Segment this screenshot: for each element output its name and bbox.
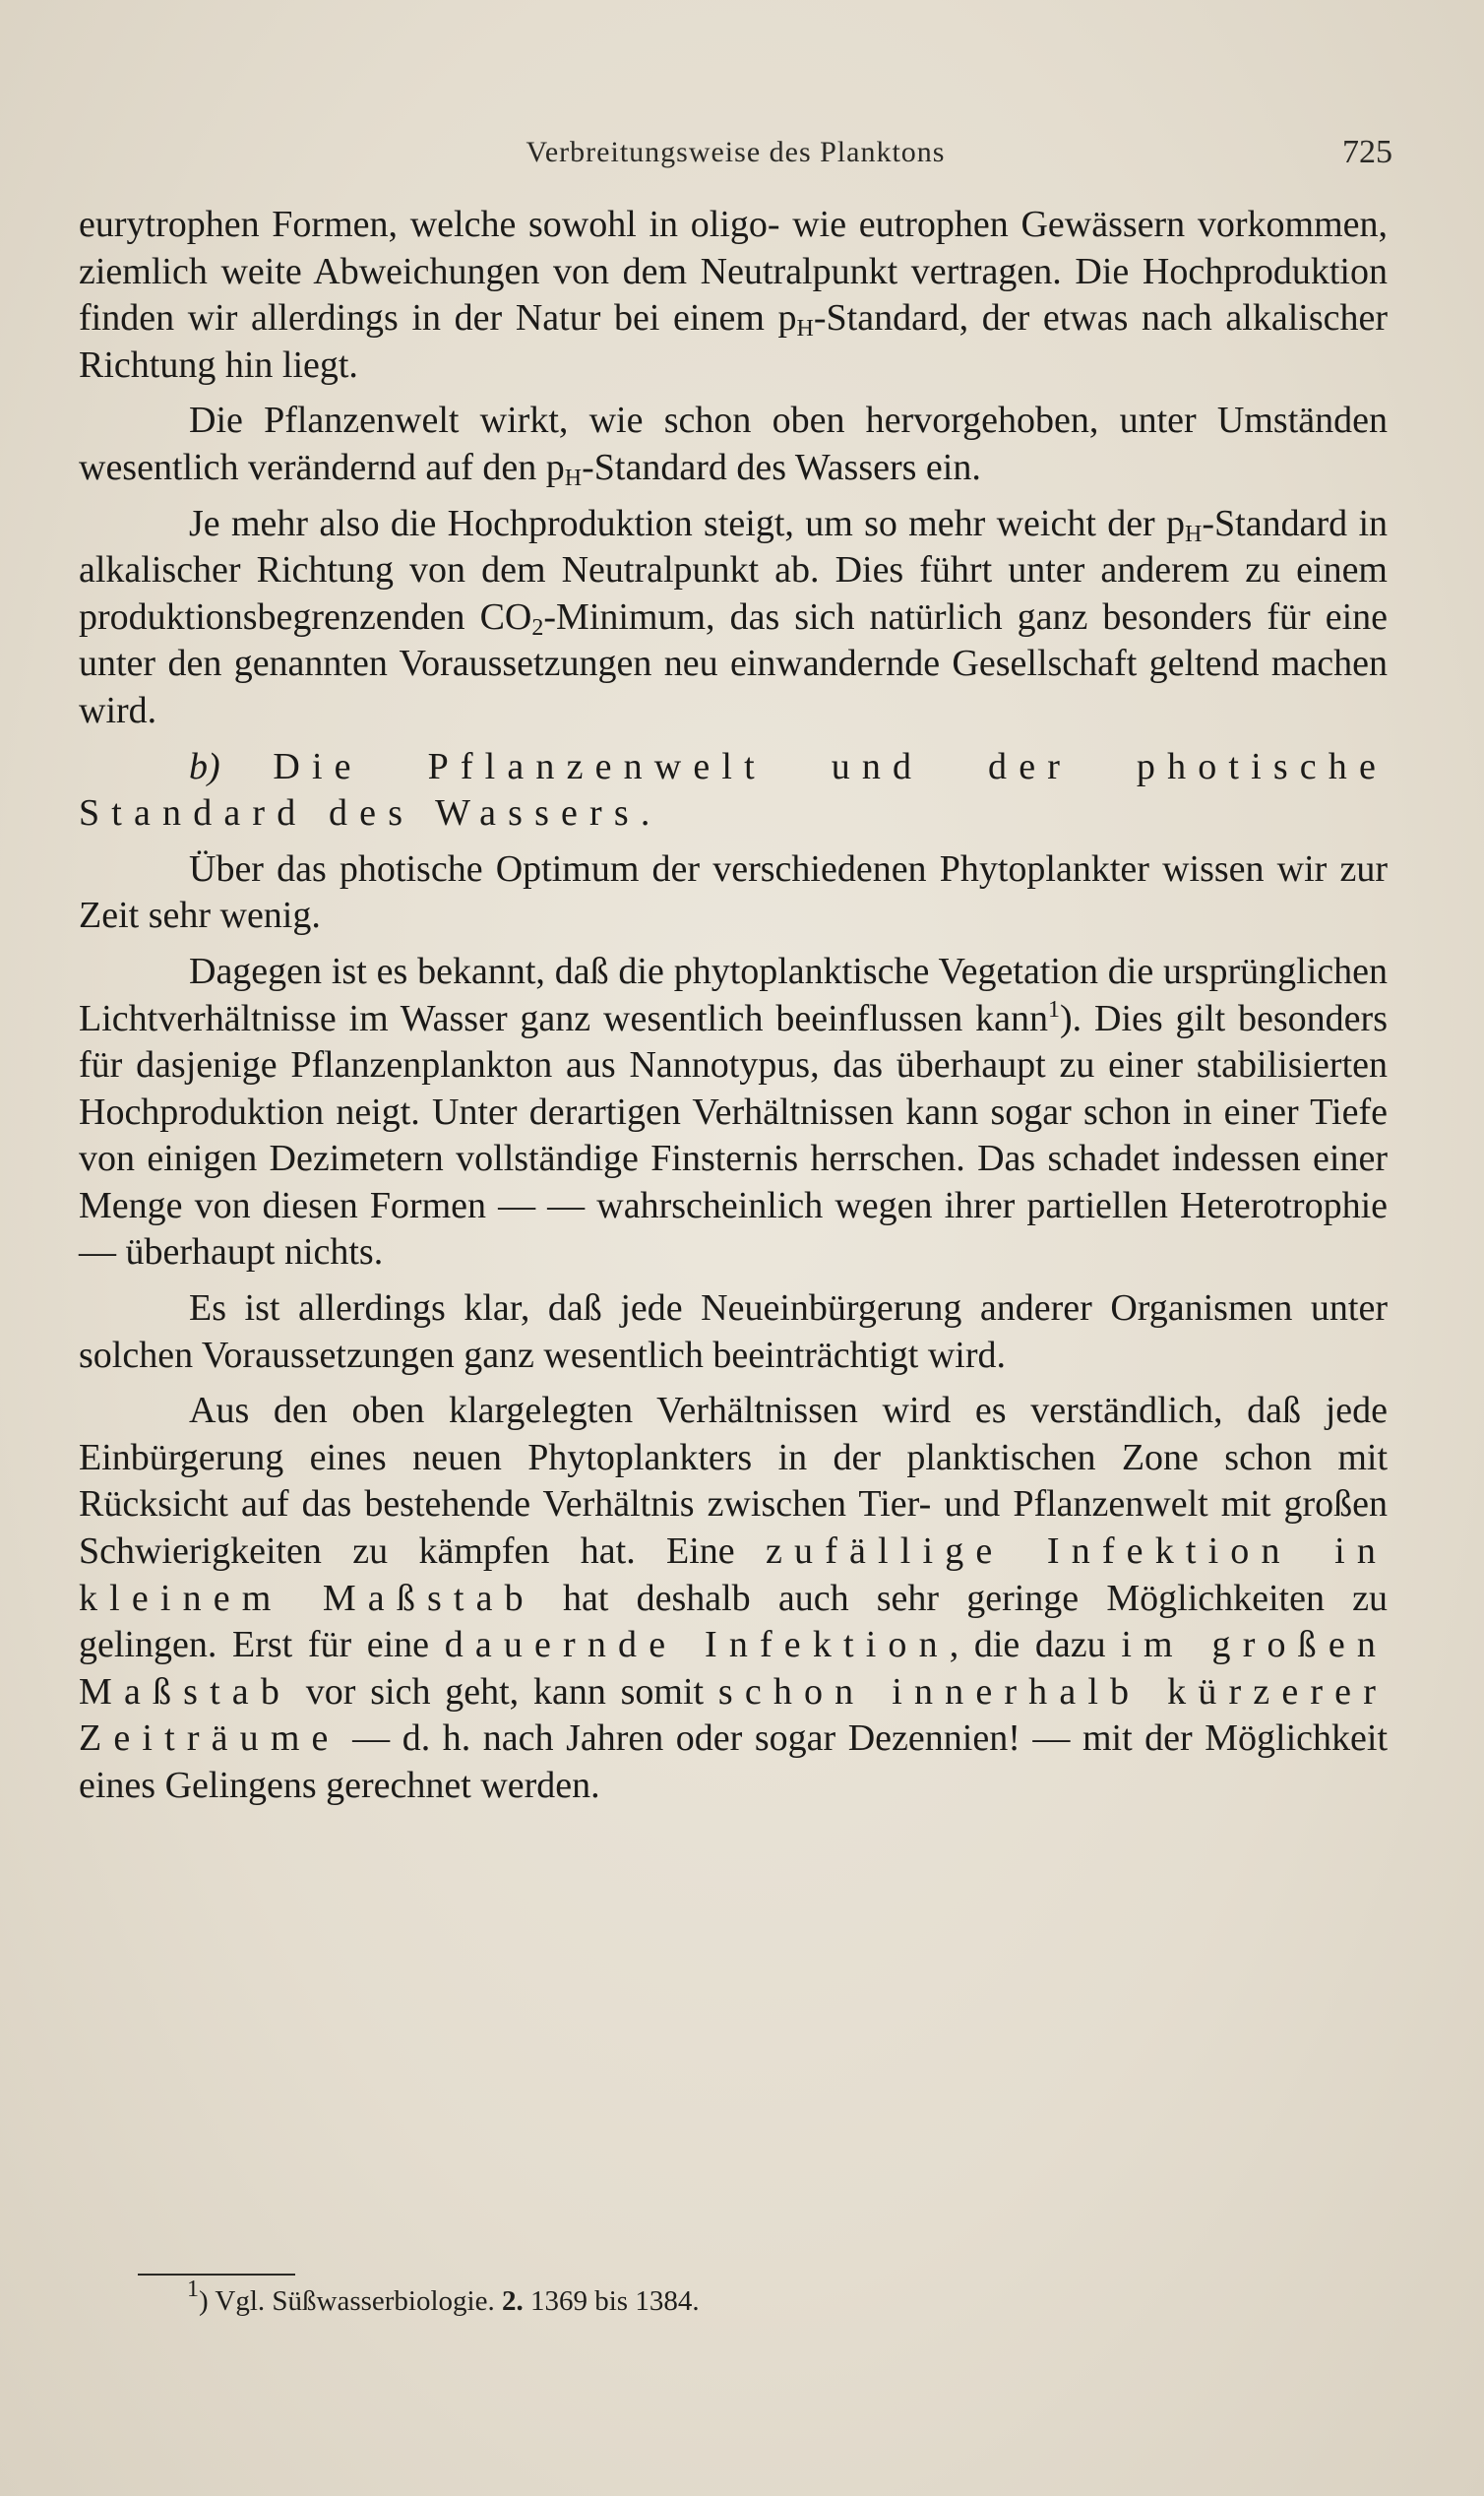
footnote-reference[interactable]: 1 [1048,996,1061,1023]
footnote-pages: 1369 bis 1384. [529,2285,700,2317]
co2-subscript: 2 [531,614,544,641]
emphasis-spaced: schon innerhalb kürzerer Zeiträume [79,1670,1389,1760]
footnote-text: Vgl. Süßwasserbiologie. [215,2285,495,2317]
paragraph-5: Dagegen ist es bekannt, daß die phytoplanktische Vegetation die ursprünglichen Lichtverhältnisse im Wasser ganz wesentlich beeinflussen kann$^1$). Dies gilt besonders für dasjenige Pflanzenplankton aus Nannotypus, das überhaupt zu einer stabilisierten Hochproduktion neigt. Unter derartigen Verhältnissen kann sogar schon in einer Tiefe von einigen Dezimetern vollständige Finsternis herrschen. Das schadet indessen einer Menge von diesen Formen — — wahrscheinlich wegen ihrer partiellen Heterotrophie — überhaupt nichts. [79,950,1388,1274]
paragraph-4: Über das photische Optimum der verschiedenen Phytoplankter wissen wir zur Zeit sehr wenig. [79,847,1388,937]
ph-symbol: $p_H$ [1166,502,1203,547]
paragraph-7: Aus den oben klargelegten Verhältnissen wird es verständlich, daß jede Einbürgerung eines neuen Phytoplankters in der planktischen Zone schon mit Rücksicht auf das bestehende Verhältnis zwischen Tier- und Pflanzenwelt mit großen Schwierigkeiten zu kämpfen hat. Eine zufällige Infektion in kleinem Maßstab hat deshalb auch sehr geringe Möglichkeiten zu gelingen. Erst für eine dauernde Infektion, die dazu im großen Maßstab vor sich geht, kann somit schon innerhalb kürzerer Zeiträume — d. h. nach Jahren oder sogar Dezennien! — mit der Möglichkeit eines Gelingens gerechnet werden. [79,1390,1389,1806]
emphasis-spaced: im großen Maßstab [79,1624,1389,1713]
ph-symbol: $p_H$ [777,297,814,343]
footnote-marker: 1 [187,2277,199,2302]
footnote-divider [138,2274,295,2276]
section-title: Die Pflanzenwelt und der photische Standard des Wassers. [79,745,1388,835]
page-header [79,128,1392,187]
running-head: Verbreitungsweise des Planktons [526,136,946,168]
emphasis-spaced: zufällige Infektion in kleinem Maßstab [79,1530,1388,1619]
paragraph-2: Die Pflanzenwelt wirkt, wie schon oben hervorgehoben, unter Umständen wesentlich verändernd auf den $p_H$-Standard des Wassers ein. [79,400,1388,491]
main-text [79,202,1388,1819]
section-marker: b) [189,745,220,787]
paragraph-1: eurytrophen Formen, welche sowohl in oligo- wie eutrophen Gewässern vorkommen, ziemlich weite Abweichungen von dem Neutralpunkt vertragen. Die Hochproduktion finden wir allerdings in der Natur bei einem $p_H$-Standard, der etwas nach alkalischer Richtung hin liegt. [79,204,1388,386]
paragraph-3: Je mehr also die Hochproduktion steigt, um so mehr weicht der $p_H$-Standard in alkalischer Richtung von dem Neutralpunkt ab. Dies führt unter anderem zu einem produktionsbegrenzenden $CO_2$-Minimum, das sich natürlich ganz besonders für eine unter den genannten Voraussetzungen neu einwandernde Gesellschaft geltend machen wird. [79,502,1389,731]
ph-symbol: $p_H$ [545,446,583,491]
page-number: 725 [1342,134,1392,170]
footnote: $^1$) Vgl. Süßwasserbiologie. 2. 1369 bis 1384. [187,2277,700,2317]
paragraph-6: Es ist allerdings klar, daß jede Neueinbürgerung anderer Organismen unter solchen Voraussetzungen ganz wesentlich beeinträchtigt wird. [79,1287,1388,1376]
emphasis-spaced: dauernde Infektion [444,1624,950,1666]
section-heading [79,744,1388,838]
footnote-volume: 2. [501,2285,524,2317]
